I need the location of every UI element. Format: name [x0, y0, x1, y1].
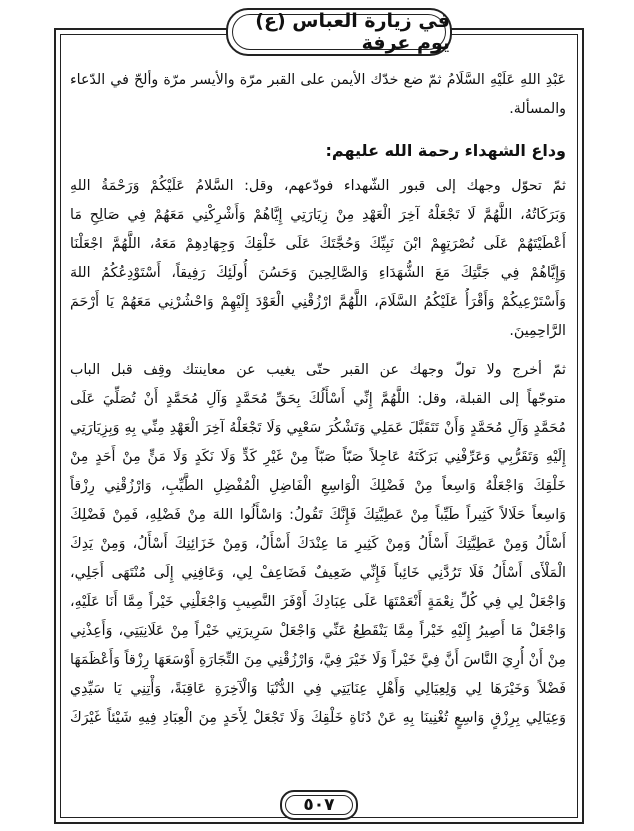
page-content	[70, 66, 566, 733]
text-line: خَلْقِكَ وَاجْعَلْهُ وَاسِعاً مِنْ فَضْلِكَ الْوَاسِعِ الْفَاضِلِ الْمُفْضِلِ الطَّيِّبِ، وَارْزُقْنِي رِزْقاً	[70, 478, 566, 494]
text-line: وَعِيَالِي بِرِزْقٍ وَاسِعٍ تُغْنِينَا بِهِ عَنْ دُنَاةِ خَلْقِكَ وَلَا تَجْعَلْ لِأَحَدٍ مِنَ الْعِبَادِ فِيهِ شَيْئاً غَيْرَكَ	[70, 710, 566, 726]
text-line: ثمّ تحوّل وجهك إلى قبور الشّهداء فودّعهم، وقل: السَّلامُ عَلَيْكُمْ وَرَحْمَةُ اللهِ	[70, 178, 566, 194]
text-line: فَضْلاً وَخَيْرَهَا لِي وَلِعِيَالِي وَأَهْلِ عِنَايَتِي فِي الدُّنْيَا وَالْآخِرَةِ عَاقِبَةً، وَأْتِنِي يَا سَيِّدِي	[70, 681, 566, 697]
text-line: مِنْ أَنْ أُرِيَ النَّاسَ أَنَّ فِيَّ خَيْراً وَلَا خَيْرَ فِيَّ، وَارْزُقْنِي مِنَ التِّجَارَةِ أَوْسَعَهَا رِزْقاً وَأَعْظَمَهَا	[70, 652, 566, 668]
text-line: وَاجْعَلْ لِي فِي كُلِّ نِعْمَةٍ أَنْعَمْتَهَا عَلَى عِبَادِكَ أَوْفَرَ النَّصِيبِ وَاجْعَلْنِي خَيْراً مِمَّا أَنَا عَلَيْهِ،	[70, 594, 566, 610]
text-line: الْمَلْأَى أَسْأَلُ فَلَا تَرُدَّنِي خَائِباً فَإِنِّي ضَعِيفٌ فَضَاعِفْ لِي، وَعَافِنِي إِلَى مُنْتَهَى أَجَلِي،	[70, 565, 566, 581]
supplication-paragraph	[70, 356, 566, 733]
text-line: إِلَيْهِ وَتَقَرُّبِي وَعَرِّفْنِي بَرَكَتَهُ عَاجِلاً صَبّاً صَبّاً مِنْ غَيْرِ كَدٍّ وَلَا نَكَدٍ وَلَا مَنٍّ مِنْ أَحَدٍ مِنْ	[70, 449, 566, 465]
text-line: أَسْأَلُ وَمِنْ عَطِيَّتِكَ أَسْأَلُ وَمِنْ كَثِيرِ مَا عِنْدَكَ أَسْأَلُ، وَمِنْ خَزَائِنِكَ أَسْأَلُ، وَمِنْ يَدِكَ	[70, 536, 566, 552]
text-line: ثمّ أخرج ولا تولّ وجهك عن القبر حتّى يغيب عن معاينتك وقِف قبل الباب	[70, 362, 566, 378]
text-line: عَبْدِ اللهِ عَلَيْهِ السَّلَامُ ثمّ ضع خدّك الأيمن على القبر مرّة والأيسر مرّة وألحّ في الدّعاء	[70, 72, 566, 88]
farewell-paragraph	[70, 172, 566, 346]
text-line: وَأَسْتَرْعِيكُمْ وَأَقْرَأُ عَلَيْكُمُ السَّلَامَ، اللَّهُمَّ ارْزُقْنِي الْعَوْدَ إِلَيْهِمْ وَاحْشُرْنِي مَعَهُمْ يَا أَرْحَمَ	[70, 294, 566, 310]
text-line: أَعْطَيْتَهُمْ عَلَى نُصْرَتِهِمْ ابْنَ نَبِيِّكَ وَحُجَّتَكَ عَلَى خَلْقِكَ وَجِهَادِهِمْ مَعَهُ، اللَّهُمَّ اجْعَلْنَا	[70, 236, 566, 252]
text-line: متوجّهاً إلى القبلة، وقل: اللَّهُمَّ إِنِّي أَسْأَلُكَ بِحَقِّ مُحَمَّدٍ وَآلِ مُحَمَّدٍ أَنْ تُصَلِّيَ عَلَى	[70, 391, 566, 407]
text-line: وَبَرَكَاتُهُ، اللَّهُمَّ لَا تَجْعَلْهُ آخِرَ الْعَهْدِ مِنْ زِيَارَتِي إِيَّاهُمْ وَأَشْرِكْنِي مَعَهُمْ فِي صَالِحِ مَا	[70, 207, 566, 223]
page-title: في زيارة العباس (ع) يوم عرفة	[255, 10, 450, 54]
text-line: وَاسِعاً حَلَالاً كَثِيراً طَيِّباً مِنْ عَطِيَّتِكَ فَإِنَّكَ تَقُولُ: وَاسْأَلُوا اللهَ مِنْ فَضْلِهِ، فَمِنْ فَضْلِكَ	[70, 507, 566, 523]
text-line: والمسألة.	[509, 101, 566, 117]
text-line: وَاجْعَلْ مَا أَصِيرُ إِلَيْهِ خَيْراً مِمَّا يَنْقَطِعُ عَنِّي وَاجْعَلْ سَرِيرَتِي خَيْراً مِنْ عَلَانِيَتِي، وَأَعِذْنِي	[70, 623, 566, 639]
text-line: مُحَمَّدٍ وَآلِ مُحَمَّدٍ وَأَنْ تَتَقَبَّلَ عَمَلِي وَتَشْكُرَ سَعْيِي وَلَا تَجْعَلْهُ آخِرَ الْعَهْدِ مِنِّي بِهِ وَبِزِيَارَتِي	[70, 420, 566, 436]
intro-paragraph	[70, 66, 566, 124]
text-line: وَإِيَّاهُمْ فِي جَنَّتِكَ مَعَ الشُّهَدَاءِ وَالصَّالِحِينَ وَحَسُنَ أُولَئِكَ رَفِيقاً، أَسْتَوْدِعُكُمُ اللهَ	[70, 265, 566, 281]
header-cartouche	[226, 8, 452, 56]
page-number: ٥٠٧	[303, 795, 335, 815]
page-number-cartouche	[280, 790, 358, 820]
section-heading: وداع الشهداء رحمة الله عليهم:	[325, 141, 566, 160]
text-line: الرَّاحِمِينَ.	[509, 323, 566, 339]
